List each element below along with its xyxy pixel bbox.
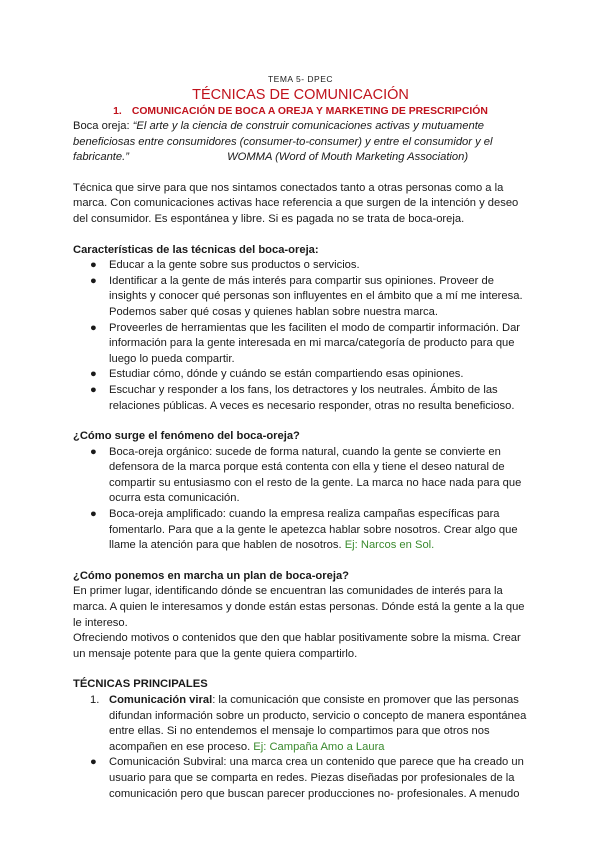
page-content — [73, 73, 528, 802]
bullet-icon: ● — [90, 383, 97, 396]
definition-paragraph — [73, 119, 528, 166]
plan-heading: ¿Cómo ponemos en marcha un plan de boca-oreja? — [73, 569, 350, 582]
spacer — [73, 166, 528, 181]
list-item: 1. Comunicación viral: la comunicación que consiste en promover que las personas difundan información sobre un producto, servicio o concepto de manera espontánea entre ellas. Si no entendemos el mensaje lo compartimos para que otros nos acompañen en ese proceso. Ej: Campaña Amo a Laura — [90, 694, 527, 753]
spacer — [73, 662, 528, 677]
example-text: Ej: Campaña Amo a Laura — [253, 740, 385, 753]
list-item: ● Comunicación Subviral: una marca crea un contenido que parece que ha creado un usuario para que se comparta en redes. Piezas diseñadas por profesionales de la comunicación pero que buscan parecer producciones no- profesionales. A menudo — [90, 756, 524, 800]
section-subtitle — [73, 104, 528, 119]
definition-lead: Boca oreja: — [73, 120, 133, 132]
list-item: ● Identificar a la gente de más interés para compartir sus opiniones. Proveer de insights y conocer qué personas son influyentes en el ámbito que a mí me interesa. Podemos saber qué cosas y quienes hablan sobre nuestra marca. — [90, 274, 523, 318]
plan-paragraph-1: En primer lugar, identificando dónde se encuentran las comunidades de interés para la marca. A quien le interesamos y donde están estas personas. Dónde está la gente a la que le intereso. — [73, 585, 525, 629]
definition-source: WOMMA (Word of Mouth Marketing Association) — [227, 151, 469, 164]
list-item: ● Educar a la gente sobre sus productos o servicios. — [73, 258, 528, 274]
characteristics-heading: Características de las técnicas del boca-oreja: — [73, 243, 319, 256]
example-text: Ej: Narcos en Sol. — [344, 539, 435, 552]
list-item: ● Boca-oreja amplificado: cuando la empresa realiza campañas específicas para fomentarlo. Para que a la gente le apetezca hablar sobre nosotros. Crear algo que llame la atención para que hablen de nosotros. Ej: Narcos en Sol. — [90, 508, 518, 552]
list-item: ● Estudiar cómo, dónde y cuándo se están compartiendo esas opiniones. — [73, 367, 528, 383]
bullet-icon: ● — [90, 321, 97, 334]
intro-paragraph: Técnica que sirve para que nos sintamos conectados tanto a otras personas como a la marca. Con comunicaciones activas hace referencia a que surgen de la intención y deseo del consumidor. Es espontánea y libre. Si es pagada no se trata de boca-oreja. — [73, 181, 519, 225]
spacer — [73, 228, 528, 243]
techniques-heading: TÉCNICAS PRINCIPALES — [73, 678, 208, 691]
topic-label: TEMA 5- DPEC — [267, 74, 334, 84]
bullet-icon: ● — [90, 368, 97, 381]
page-title: TÉCNICAS DE COMUNICACIÓN — [192, 87, 409, 103]
characteristics-list — [73, 258, 528, 414]
bullet-icon: ● — [90, 274, 97, 287]
section-subtitle-text: COMUNICACIÓN DE BOCA A OREJA Y MARKETING DE PRESCRIPCIÓN — [131, 106, 488, 117]
bullet-icon: ● — [90, 508, 97, 521]
term-viral: Comunicación viral — [109, 694, 213, 706]
phenomenon-heading: ¿Cómo surge el fenómeno del boca-oreja? — [73, 430, 300, 443]
techniques-list — [73, 693, 528, 802]
plan-paragraph-2: Ofreciendo motivos o contenidos que den que hablar positivamente sobre la misma. Crear un mensaje potente para que la gente quiera compartirlo. — [73, 632, 521, 660]
bullet-icon: ● — [90, 259, 97, 272]
list-item: ● Proveerles de herramientas que les faciliten el modo de compartir información. Dar información para la gente interesada en mi marca/categoría de producto para que luego lo pueda compartir. — [90, 321, 521, 365]
phenomenon-list — [73, 445, 528, 554]
spacer — [73, 554, 528, 569]
bullet-icon: ● — [90, 756, 97, 769]
list-item: ● Escuchar y responder a los fans, los detractores y los neutrales. Ámbito de las relaciones públicas. A veces es necesario responder, otras no resulta beneficioso. — [90, 383, 515, 412]
list-number: 1. — [90, 694, 100, 706]
bullet-icon: ● — [90, 445, 97, 458]
definition-quote: “El arte y la ciencia de construir comunicaciones activas y mutuamente beneficiosas entre consumidores (consumer-to-consumer) y entre el consumidor y el fabricante.” — [73, 120, 493, 164]
spacer — [73, 414, 528, 429]
section-number: 1. — [113, 106, 122, 117]
list-item: ● Boca-oreja orgánico: sucede de forma natural, cuando la gente se convierte en defensora de la marca porque está contenta con ella y tiene el deseo natural de compartir su entusiasmo con el resto de la gente. La marca no hace nada para que ocurra esta comunicación. — [90, 445, 522, 505]
